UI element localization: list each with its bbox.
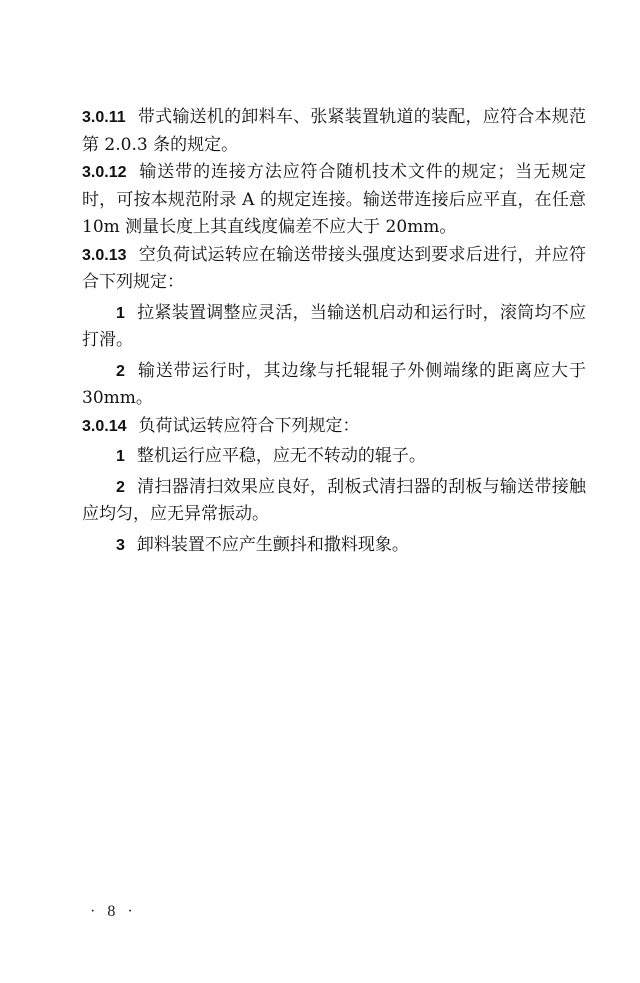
list-item bbox=[82, 532, 586, 560]
item-text: 拉紧装置调整应灵活，当输送机启动和运行时，滚筒均不应打滑。 bbox=[82, 302, 586, 350]
clause-number: 3.0.11 bbox=[82, 109, 126, 126]
item-text: 整机运行应平稳，应无不转动的辊子。 bbox=[136, 446, 426, 466]
item-number: 1 bbox=[116, 304, 125, 322]
item-number: 2 bbox=[116, 362, 125, 380]
list-item bbox=[82, 300, 586, 355]
clause-3-0-13 bbox=[82, 242, 586, 297]
list-item bbox=[82, 474, 586, 529]
item-number: 1 bbox=[116, 448, 125, 465]
clause-text: 输送带的连接方法应符合随机技术文件的规定；当无规定时，可按本规范附录 A 的规定连接。输送带连接后应平直，在任意 10m 测量长度上其直线度偏差不应大于 20mm。 bbox=[82, 162, 586, 237]
item-number: 2 bbox=[116, 478, 125, 496]
list-item bbox=[82, 443, 586, 471]
item-text: 输送带运行时，其边缘与托辊辊子外侧端缘的距离应大于 30mm。 bbox=[82, 360, 586, 408]
clause-text: 空负荷试运转应在输送带接头强度达到要求后进行，并应符合下列规定： bbox=[82, 244, 586, 292]
item-text: 卸料装置不应产生颤抖和撒料现象。 bbox=[136, 534, 409, 555]
clause-number: 3.0.12 bbox=[82, 164, 127, 181]
page-number: · 8 · bbox=[90, 903, 137, 920]
document-body bbox=[82, 104, 586, 559]
item-text: 清扫器清扫效果应良好，刮板式清扫器的刮板与输送带接触应均匀，应无异常振动。 bbox=[82, 476, 586, 524]
clause-number: 3.0.14 bbox=[82, 417, 127, 435]
list-item bbox=[82, 358, 586, 413]
clause-3-0-12 bbox=[82, 159, 586, 242]
clause-text: 带式输送机的卸料车、张紧装置轨道的装配，应符合本规范第 2.0.3 条的规定。 bbox=[82, 107, 586, 155]
clause-3-0-14 bbox=[82, 413, 586, 441]
clause-text: 负荷试运转应符合下列规定： bbox=[138, 415, 360, 436]
clause-3-0-11 bbox=[82, 104, 586, 159]
clause-number: 3.0.13 bbox=[82, 246, 127, 264]
item-number: 3 bbox=[116, 536, 125, 554]
